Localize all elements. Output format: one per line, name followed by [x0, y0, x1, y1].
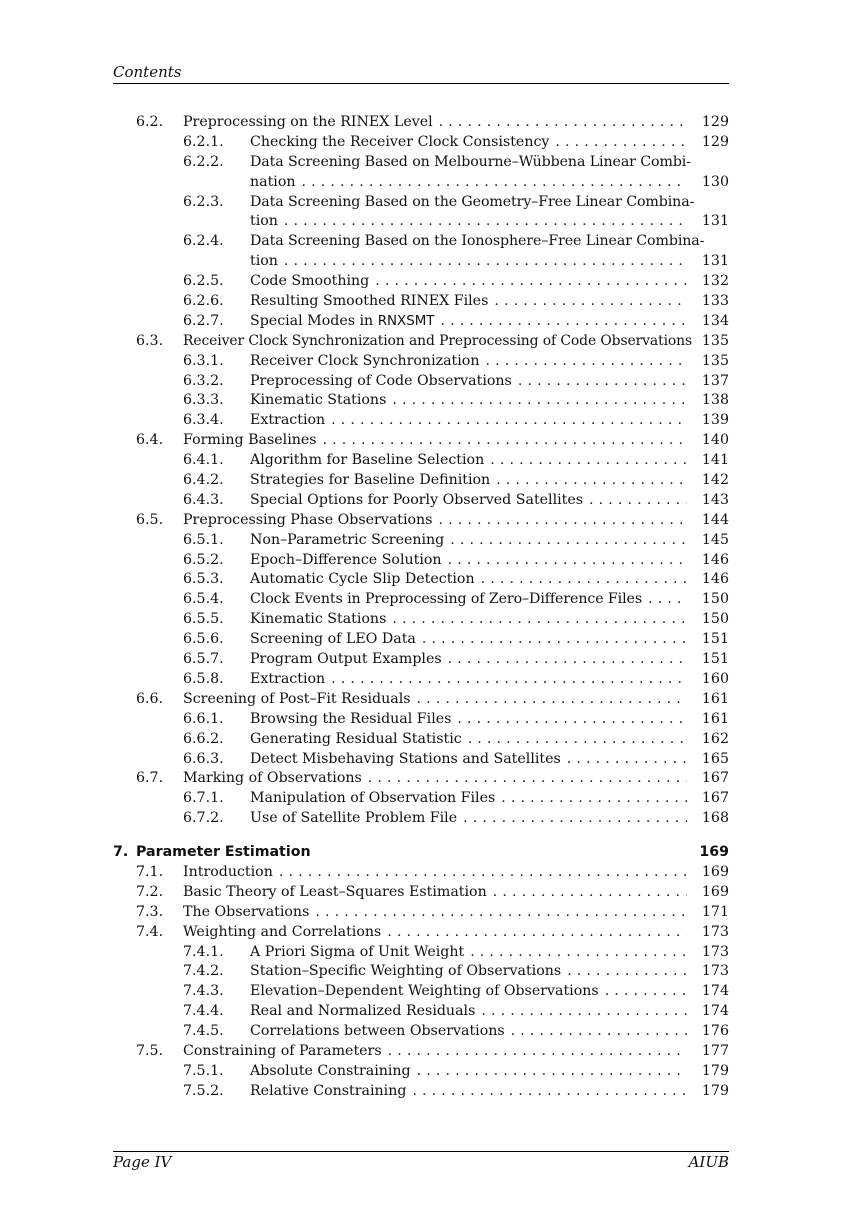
section-title: Program Output Examples [250, 651, 442, 668]
page-number: 173 [701, 963, 729, 980]
toc-entry[interactable] [113, 511, 729, 531]
toc-entry[interactable] [113, 789, 729, 809]
section-title: Screening of Post–Fit Residuals [183, 690, 411, 707]
section-number: 6.5.6. [183, 631, 224, 648]
page-number: 174 [701, 983, 729, 1000]
toc-entry[interactable] [113, 193, 729, 213]
section-title: Manipulation of Observation Files [250, 790, 496, 807]
toc-entry[interactable] [113, 590, 729, 610]
toc-entry[interactable] [113, 769, 729, 789]
toc-entry[interactable] [113, 650, 729, 670]
page-number: 179 [701, 1082, 729, 1099]
page-number: 150 [701, 591, 729, 608]
footer-page-label: Page IV [113, 1153, 172, 1171]
section-number: 6.5.8. [183, 670, 224, 687]
page-number: 165 [701, 750, 729, 767]
page-number: 176 [701, 1023, 729, 1040]
section-number: 6.4.3. [183, 491, 224, 508]
toc-chapter-entry[interactable] [113, 843, 729, 863]
section-number: 6.6.2. [183, 730, 224, 747]
section-number: 6.2.5. [183, 273, 224, 290]
page-number: 138 [701, 392, 729, 409]
page-number: 151 [701, 651, 729, 668]
page-number: 135 [701, 332, 729, 349]
section-title: Constraining of Parameters [183, 1042, 382, 1059]
page-number: 162 [701, 730, 729, 747]
chapter-number: 7. [113, 844, 129, 861]
section-title: Elevation–Dependent Weighting of Observations [250, 983, 599, 1000]
toc-entry[interactable] [113, 570, 729, 590]
section-title: Non–Parametric Screening [250, 531, 445, 548]
toc-entry[interactable] [113, 1082, 729, 1102]
section-title: Automatic Cycle Slip Detection [250, 571, 475, 588]
section-number: 6.6. [136, 690, 164, 707]
toc-entry[interactable] [113, 923, 729, 943]
page-number: 131 [701, 253, 729, 270]
page-number: 169 [699, 844, 729, 861]
section-title: Introduction [183, 863, 273, 880]
section-number: 6.5.7. [183, 651, 224, 668]
section-number: 7.5.1. [183, 1062, 224, 1079]
section-title: Generating Residual Statistic [250, 730, 462, 747]
section-number: 6.3.4. [183, 412, 224, 429]
section-title: Data Screening Based on the Geometry–Free Linear Combina- [250, 193, 695, 210]
section-number: 6.3. [136, 332, 164, 349]
toc-entry[interactable] [113, 630, 729, 650]
section-number: 6.6.1. [183, 710, 224, 727]
page-number: 167 [701, 770, 729, 787]
section-number: 6.5.2. [183, 551, 224, 568]
section-number: 7.4.3. [183, 983, 224, 1000]
section-title: Algorithm for Baseline Selection [250, 452, 485, 469]
section-number: 6.2.6. [183, 293, 224, 310]
section-title: Correlations between Observations [250, 1023, 505, 1040]
toc-entry[interactable] [113, 809, 729, 829]
section-number: 7.3. [136, 903, 164, 920]
section-title-continuation: tion [250, 253, 278, 270]
toc-entry[interactable] [113, 670, 729, 690]
section-number: 7.4. [136, 923, 164, 940]
toc-entry[interactable] [113, 113, 729, 133]
toc-entry[interactable] [113, 1062, 729, 1082]
page-number: 129 [701, 133, 729, 150]
toc-entry[interactable] [113, 272, 729, 292]
section-title: Clock Events in Preprocessing of Zero–Difference Files [250, 591, 643, 608]
toc-entry[interactable] [113, 1022, 729, 1042]
section-title: Special Options for Poorly Observed Satellites [250, 491, 584, 508]
section-number: 7.4.1. [183, 943, 224, 960]
table-of-contents [113, 113, 729, 1102]
page-number: 161 [701, 710, 729, 727]
section-title: Special Modes in RNXSMT [250, 312, 435, 329]
section-number: 6.7.1. [183, 790, 224, 807]
section-number: 6.3.3. [183, 392, 224, 409]
section-title-continuation: nation [250, 173, 296, 190]
page-number: 169 [701, 883, 729, 900]
section-title: Station–Specific Weighting of Observations [250, 963, 562, 980]
toc-entry-continuation[interactable] [113, 212, 729, 232]
toc-entry[interactable] [113, 232, 729, 252]
toc-entry[interactable] [113, 610, 729, 630]
page-number: 133 [701, 293, 729, 310]
section-number: 7.4.4. [183, 1003, 224, 1020]
page-number: 131 [701, 213, 729, 230]
section-title: Marking of Observations [183, 770, 362, 787]
section-number: 6.7.2. [183, 810, 224, 827]
section-title: Detect Misbehaving Stations and Satellites [250, 750, 561, 767]
section-number: 6.5. [136, 511, 164, 528]
page-number: 146 [701, 551, 729, 568]
toc-entry[interactable] [113, 1002, 729, 1022]
page-number: 141 [701, 452, 729, 469]
footer-institution: AIUB [688, 1153, 729, 1171]
toc-entry[interactable] [113, 883, 729, 903]
toc-entry[interactable] [113, 312, 729, 332]
page-number: 146 [701, 571, 729, 588]
section-title: Receiver Clock Synchronization and Preprocessing of Code Observations [183, 332, 693, 349]
section-title: Preprocessing Phase Observations [183, 511, 433, 528]
page-number: 150 [701, 611, 729, 628]
section-title: Data Screening Based on Melbourne–Wübbena Linear Combi- [250, 153, 691, 170]
page-number: 144 [701, 511, 729, 528]
section-number: 6.2.1. [183, 133, 224, 150]
toc-entry[interactable] [113, 411, 729, 431]
page-number: 171 [701, 903, 729, 920]
section-title: Strategies for Baseline Definition [250, 472, 491, 489]
section-title: Absolute Constraining [250, 1062, 411, 1079]
toc-entry[interactable] [113, 431, 729, 451]
section-number: 6.6.3. [183, 750, 224, 767]
section-title: Real and Normalized Residuals [250, 1003, 476, 1020]
section-title: Kinematic Stations [250, 611, 387, 628]
running-header [113, 62, 729, 84]
toc-entry[interactable] [113, 133, 729, 153]
section-title: Epoch–Difference Solution [250, 551, 442, 568]
section-number: 7.2. [136, 883, 164, 900]
page-number: 135 [701, 352, 729, 369]
page-number: 142 [701, 472, 729, 489]
page-number: 129 [701, 114, 729, 130]
section-number: 6.4. [136, 432, 164, 449]
section-title: Browsing the Residual Files [250, 710, 452, 727]
section-number: 6.3.1. [183, 352, 224, 369]
section-number: 6.5.3. [183, 571, 224, 588]
section-title-continuation: tion [250, 213, 278, 230]
section-number: 6.5.1. [183, 531, 224, 548]
toc-entry[interactable] [113, 710, 729, 730]
toc-entry[interactable] [113, 962, 729, 982]
section-number: 7.5.2. [183, 1082, 224, 1099]
section-number: 6.2.2. [183, 153, 224, 170]
toc-entry[interactable] [113, 750, 729, 770]
toc-entry[interactable] [113, 551, 729, 571]
section-title: Preprocessing of Code Observations [250, 372, 512, 389]
page-number: 151 [701, 631, 729, 648]
toc-entry[interactable] [113, 531, 729, 551]
page-number: 160 [701, 670, 729, 687]
toc-entry[interactable] [113, 730, 729, 750]
section-title: Extraction [250, 670, 326, 687]
section-title: Receiver Clock Synchronization [250, 352, 480, 369]
section-title: Preprocessing on the RINEX Level [183, 114, 433, 130]
page-number: 134 [701, 312, 729, 329]
toc-entry[interactable] [113, 372, 729, 392]
section-number: 7.4.2. [183, 963, 224, 980]
page-number: 145 [701, 531, 729, 548]
toc-entry[interactable] [113, 943, 729, 963]
section-title: The Observations [183, 903, 310, 920]
section-title: Data Screening Based on the Ionosphere–Free Linear Combina- [250, 233, 705, 250]
page-number: 143 [701, 491, 729, 508]
section-title: Kinematic Stations [250, 392, 387, 409]
page-number: 139 [701, 412, 729, 429]
chapter-title: Parameter Estimation [136, 844, 311, 861]
page-number: 167 [701, 790, 729, 807]
section-number: 7.1. [136, 863, 164, 880]
toc-entry[interactable] [113, 451, 729, 471]
program-name: RNXSMT [377, 313, 435, 329]
toc-entry[interactable] [113, 391, 729, 411]
section-number: 6.4.2. [183, 472, 224, 489]
section-title: Weighting and Correlations [183, 923, 382, 940]
toc-entry[interactable] [113, 292, 729, 312]
toc-entry-continuation[interactable] [113, 252, 729, 272]
section-title: Relative Constraining [250, 1082, 407, 1099]
section-title: Code Smoothing [250, 273, 370, 290]
page-number: 174 [701, 1003, 729, 1020]
toc-entry[interactable] [113, 982, 729, 1002]
page-number: 168 [701, 810, 729, 827]
running-footer [113, 1151, 729, 1171]
page-number: 179 [701, 1062, 729, 1079]
toc-entry[interactable] [113, 903, 729, 923]
toc-entry[interactable] [113, 1042, 729, 1062]
section-number: 6.7. [136, 770, 164, 787]
toc-entry[interactable] [113, 332, 729, 352]
toc-entry-continuation[interactable] [113, 173, 729, 193]
section-title: Checking the Receiver Clock Consistency [250, 133, 550, 150]
section-number: 6.5.5. [183, 611, 224, 628]
page-number: 173 [701, 923, 729, 940]
section-number: 6.5.4. [183, 591, 224, 608]
section-title: Forming Baselines [183, 432, 317, 449]
section-title: Use of Satellite Problem File [250, 810, 458, 827]
section-number: 6.2. [136, 114, 164, 130]
page-number: 173 [701, 943, 729, 960]
toc-entry[interactable] [113, 690, 729, 710]
section-number: 6.3.2. [183, 372, 224, 389]
section-number: 6.2.3. [183, 193, 224, 210]
toc-entry[interactable] [113, 153, 729, 173]
section-title: Extraction [250, 412, 326, 429]
section-number: 7.5. [136, 1042, 164, 1059]
toc-entry[interactable] [113, 863, 729, 883]
header-title: Contents [113, 63, 182, 81]
page-number: 130 [701, 173, 729, 190]
page-number: 140 [701, 432, 729, 449]
page-number: 169 [701, 863, 729, 880]
section-title: Screening of LEO Data [250, 631, 416, 648]
toc-entry[interactable] [113, 491, 729, 511]
page-number: 177 [701, 1042, 729, 1059]
section-number: 7.4.5. [183, 1023, 224, 1040]
toc-entry[interactable] [113, 352, 729, 372]
section-title: Basic Theory of Least–Squares Estimation [183, 883, 487, 900]
section-title: A Priori Sigma of Unit Weight [250, 943, 465, 960]
section-number: 6.4.1. [183, 452, 224, 469]
section-title: Resulting Smoothed RINEX Files [250, 293, 489, 310]
page-number: 137 [701, 372, 729, 389]
page-number: 132 [701, 273, 729, 290]
section-number: 6.2.7. [183, 312, 224, 329]
page-number: 161 [701, 690, 729, 707]
toc-entry[interactable] [113, 471, 729, 491]
section-number: 6.2.4. [183, 233, 224, 250]
